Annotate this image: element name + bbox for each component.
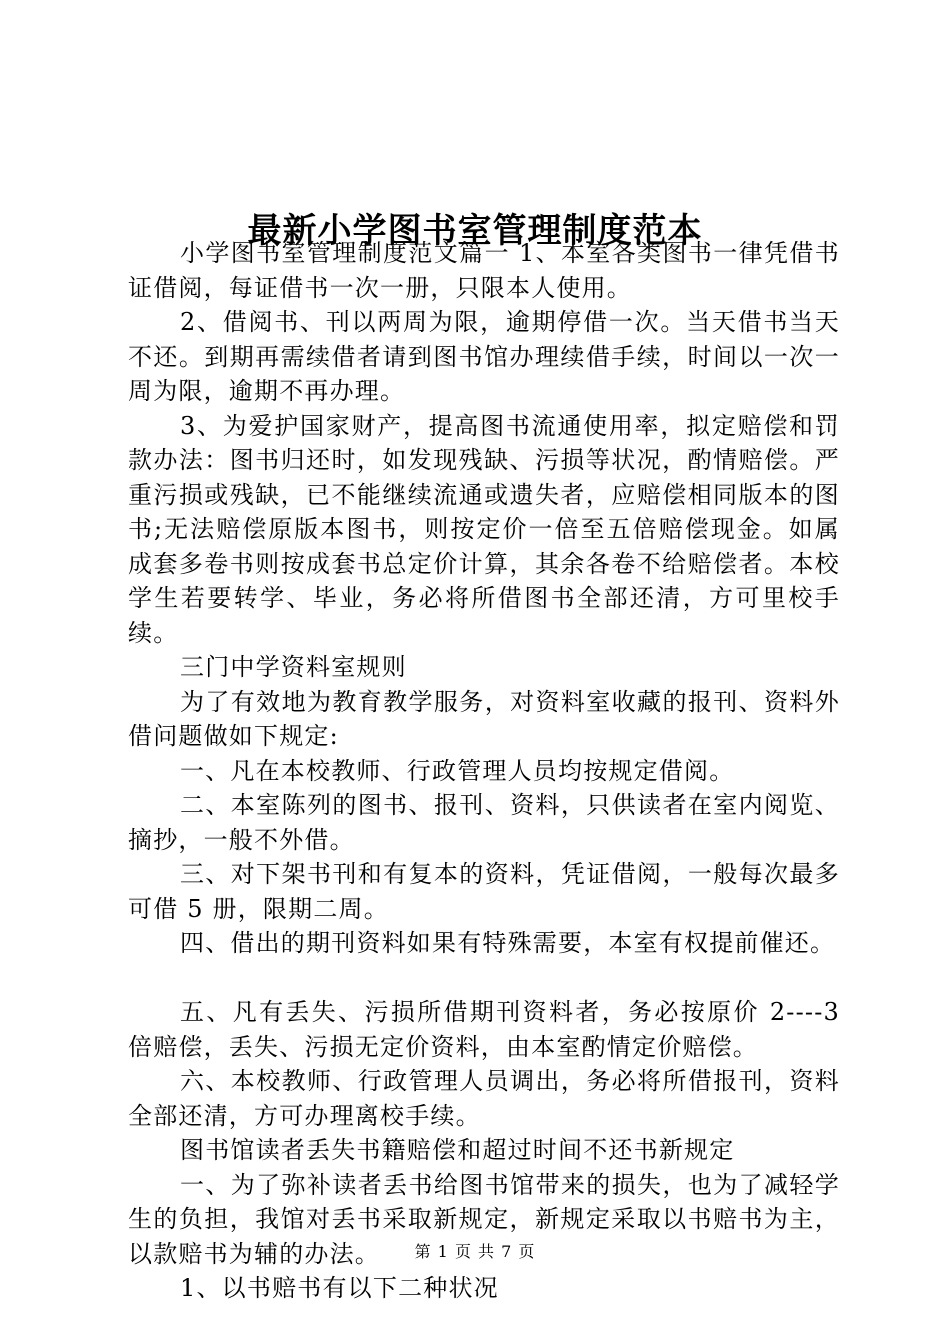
paragraph: 五、凡有丢失、污损所借期刊资料者，务必按原价 2----3 倍赔偿，丢失、污损无定价资料，由本室酌情定价赔偿。 [128, 998, 840, 1061]
paragraph: 小学图书室管理制度范文篇一 1、本室各类图书一律凭借书证借阅，每证借书一次一册，只限本人使用。 [128, 239, 840, 302]
page-footer: 第 1 页 共 7 页 [414, 1242, 536, 1261]
paragraph: 六、本校教师、行政管理人员调出，务必将所借报刊，资料全部还清，方可办理离校手续。 [128, 1067, 840, 1130]
paragraph: 四、借出的期刊资料如果有特殊需要，本室有权提前催还。 [180, 929, 836, 957]
paragraph: 1、以书赔书有以下二种状况 [180, 1274, 499, 1302]
blank-line [128, 961, 840, 996]
document-title: 最新小学图书室管理制度范本 [247, 210, 703, 251]
document-body [128, 236, 840, 1306]
paragraph: 二、本室陈列的图书、报刊、资料，只供读者在室内阅览、摘抄，一般不外借。 [128, 791, 840, 854]
section-heading: 图书馆读者丢失书籍赔偿和超过时间不还书新规定 [180, 1136, 735, 1164]
paragraph: 为了有效地为教育教学服务，对资料室收藏的报刊、资料外借问题做如下规定: [128, 687, 840, 750]
paragraph: 一、凡在本校教师、行政管理人员均按规定借阅。 [180, 756, 735, 785]
paragraph: 3、为爱护国家财产，提高图书流通使用率，拟定赔偿和罚款办法：图书归还时，如发现残缺、污损等状况，酌情赔偿。严重污损或残缺，已不能继续流通或遗失者，应赔偿相同版本的图书;无法赔偿原版本图书，则按定价一倍至五倍赔偿现金。如属成套多卷书则按成套书总定价计算，其余各卷不给赔偿者。本校学生若要转学、毕业，务必将所借图书全部还清，方可里校手续。 [128, 411, 840, 647]
paragraph: 三、对下架书刊和有复本的资料，凭证借阅，一般每次最多可借 5 册，限期二周。 [128, 860, 840, 923]
paragraph: 2、借阅书、刊以两周为限，逾期停借一次。当天借书当天不还。到期再需续借者请到图书馆办理续借手续，时间以一次一周为限，逾期不再办理。 [128, 308, 840, 405]
section-heading: 三门中学资料室规则 [180, 653, 407, 681]
paragraph: 一、为了弥补读者丢书给图书馆带来的损失，也为了减轻学生的负担，我馆对丢书采取新规定，新规定采取以书赔书为主，以款赔书为辅的办法。 [128, 1170, 840, 1268]
